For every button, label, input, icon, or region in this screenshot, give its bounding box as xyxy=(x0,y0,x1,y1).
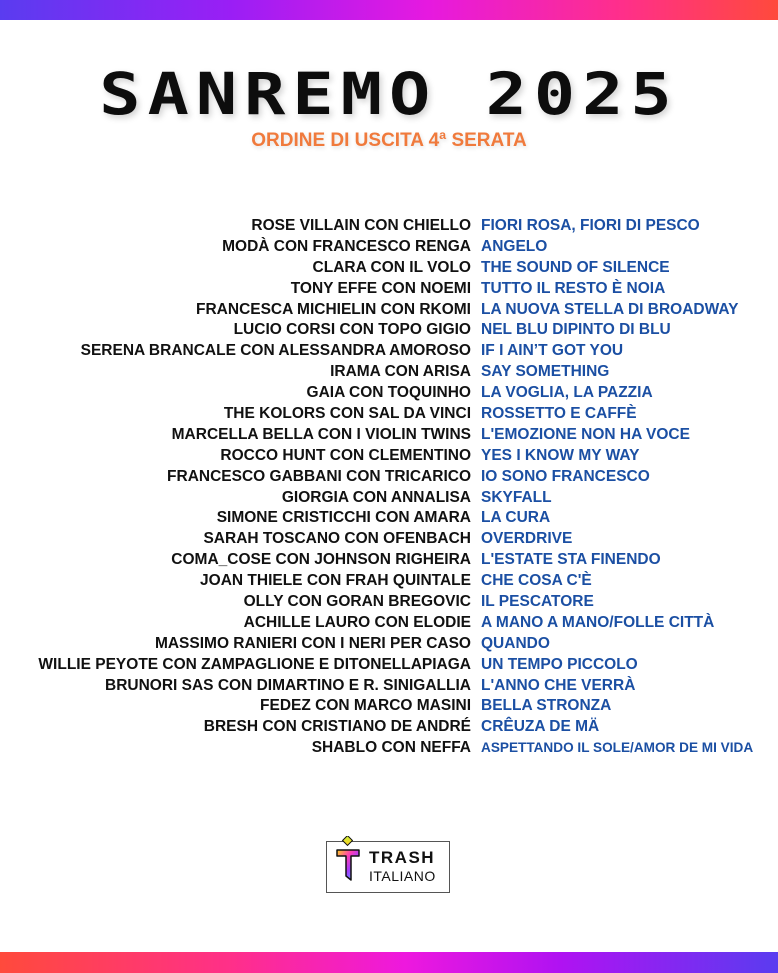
song-title: SKYFALL xyxy=(481,488,552,506)
lineup-row xyxy=(0,717,778,738)
lineup-row xyxy=(0,613,778,634)
song-title: QUANDO xyxy=(481,634,550,652)
lineup-row xyxy=(0,676,778,697)
song-title: OVERDRIVE xyxy=(481,530,573,548)
song-title: A MANO A MANO/FOLLE CITTÀ xyxy=(481,613,715,631)
artist-name: SARAH TOSCANO CON OFENBACH xyxy=(203,530,471,548)
lineup-row xyxy=(0,258,778,279)
artist-name: SHABLO CON NEFFA xyxy=(311,739,471,757)
song-title: BELLA STRONZA xyxy=(481,697,612,715)
artist-name: IRAMA CON ARISA xyxy=(330,363,471,381)
artist-name: ROSE VILLAIN CON CHIELLO xyxy=(251,217,471,234)
artist-name: BRESH CON CRISTIANO DE ANDRÉ xyxy=(203,718,471,736)
lineup-row xyxy=(0,216,778,237)
lineup-row xyxy=(0,320,778,341)
lineup-row xyxy=(0,571,778,592)
artist-name: JOAN THIELE CON FRAH QUINTALE xyxy=(200,572,471,590)
page-title: SANREMO 2025 xyxy=(99,60,679,128)
top-gradient-bar xyxy=(0,0,778,20)
lineup-row xyxy=(0,341,778,362)
song-title: THE SOUND OF SILENCE xyxy=(481,258,670,276)
song-title: FIORI ROSA, FIORI DI PESCO xyxy=(481,217,700,234)
lineup-row xyxy=(0,425,778,446)
song-title: LA CURA xyxy=(481,509,551,527)
page-subtitle: ORDINE DI USCITA 4ª SERATA xyxy=(251,130,527,151)
lineup-row xyxy=(0,467,778,488)
song-title: ASPETTANDO IL SOLE/AMOR DE MI VIDA xyxy=(481,740,754,756)
artist-name: COMA_COSE CON JOHNSON RIGHEIRA xyxy=(171,551,471,569)
lineup-row xyxy=(0,508,778,529)
lineup-row xyxy=(0,446,778,467)
lineup-row xyxy=(0,362,778,383)
lineup-row xyxy=(0,237,778,258)
artist-name: FRANCESCA MICHIELIN CON RKOMI xyxy=(196,300,471,318)
artist-name: WILLIE PEYOTE CON ZAMPAGLIONE E DITONELLAPIAGA xyxy=(38,655,471,673)
lineup-row xyxy=(0,738,778,759)
lineup-row xyxy=(0,300,778,321)
song-title: TUTTO IL RESTO È NOIA xyxy=(481,279,666,297)
artist-name: MODÀ CON FRANCESCO RENGA xyxy=(222,237,471,255)
song-title: LA NUOVA STELLA DI BROADWAY xyxy=(481,300,739,318)
artist-name: LUCIO CORSI CON TOPO GIGIO xyxy=(233,321,471,339)
artist-name: MARCELLA BELLA CON I VIOLIN TWINS xyxy=(171,425,471,443)
song-title: LA VOGLIA, LA PAZZIA xyxy=(481,384,653,402)
artist-name: ACHILLE LAURO CON ELODIE xyxy=(243,613,471,631)
logo-text-trash: TRASH xyxy=(369,848,436,867)
lineup-row xyxy=(0,634,778,655)
artist-name: MASSIMO RANIERI CON I NERI PER CASO xyxy=(154,634,471,652)
lineup-row xyxy=(0,529,778,550)
artist-name: FRANCESCO GABBANI CON TRICARICO xyxy=(167,467,471,485)
artist-name: BRUNORI SAS CON DIMARTINO E R. SINIGALLIA xyxy=(105,676,471,694)
artist-name: SIMONE CRISTICCHI CON AMARA xyxy=(216,509,471,527)
song-title: L'ANNO CHE VERRÀ xyxy=(481,676,636,694)
artist-name: THE KOLORS CON SAL DA VINCI xyxy=(223,405,471,423)
lineup-row xyxy=(0,488,778,509)
logo-text-italiano: ITALIANO xyxy=(369,868,436,884)
artist-name: CLARA CON IL VOLO xyxy=(312,258,471,276)
artist-name: GIORGIA CON ANNALISA xyxy=(281,488,471,506)
lineup-row xyxy=(0,404,778,425)
lineup-row xyxy=(0,592,778,613)
song-title: CRÊUZA DE MÄ xyxy=(481,718,600,736)
artist-name: OLLY CON GORAN BREGOVIC xyxy=(243,593,471,611)
lineup-row xyxy=(0,550,778,571)
artist-name: ROCCO HUNT CON CLEMENTINO xyxy=(220,446,471,464)
song-title: IF I AIN’T GOT YOU xyxy=(481,342,624,360)
lineup-row xyxy=(0,279,778,300)
rainbow-t-icon xyxy=(335,836,361,886)
song-title: CHE COSA C'È xyxy=(481,572,592,590)
song-title: ROSSETTO E CAFFÈ xyxy=(481,405,637,423)
song-title: UN TEMPO PICCOLO xyxy=(481,655,638,673)
lineup-list xyxy=(0,216,778,759)
lineup-row xyxy=(0,696,778,717)
artist-name: FEDEZ CON MARCO MASINI xyxy=(260,697,471,715)
trash-italiano-logo xyxy=(326,841,450,893)
artist-name: TONY EFFE CON NOEMI xyxy=(290,279,471,297)
song-title: IO SONO FRANCESCO xyxy=(481,467,650,485)
song-title: YES I KNOW MY WAY xyxy=(481,446,640,464)
song-title: L'EMOZIONE NON HA VOCE xyxy=(481,425,690,443)
artist-name: SERENA BRANCALE CON ALESSANDRA AMOROSO xyxy=(80,342,471,360)
song-title: NEL BLU DIPINTO DI BLU xyxy=(481,321,671,339)
artist-name: GAIA CON TOQUINHO xyxy=(306,384,471,402)
bottom-gradient-bar xyxy=(0,952,778,973)
lineup-row xyxy=(0,383,778,404)
song-title: IL PESCATORE xyxy=(481,593,594,611)
song-title: ANGELO xyxy=(481,237,548,255)
song-title: SAY SOMETHING xyxy=(481,363,610,381)
song-title: L'ESTATE STA FINENDO xyxy=(481,551,661,569)
lineup-row xyxy=(0,655,778,676)
